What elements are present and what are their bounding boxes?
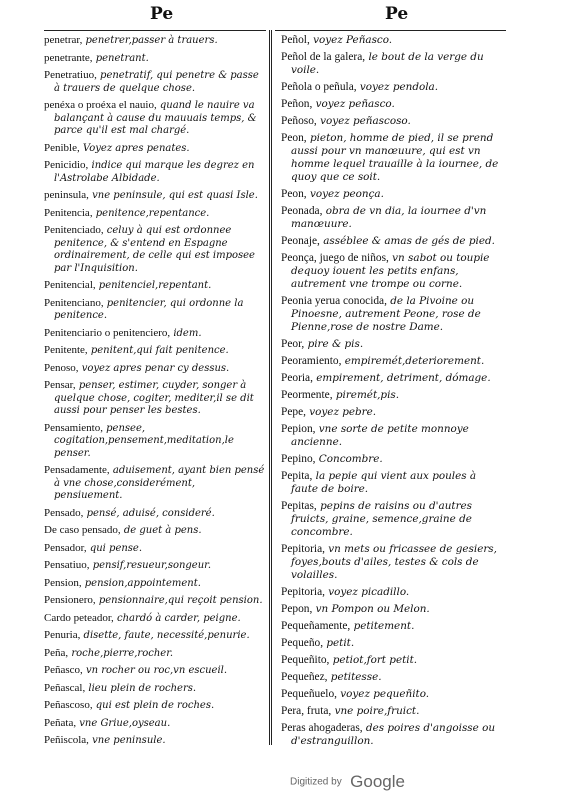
entry-definition: Concombre. <box>315 453 383 465</box>
entry-definition: des poires d'angoisse ou d'estranguillon. <box>291 722 496 747</box>
entry-headword: Pera, fruta, <box>281 705 332 717</box>
entry-headword: Peonaje, <box>281 235 320 247</box>
dictionary-entry <box>281 637 506 650</box>
entry-headword: Penitenciano, <box>44 296 104 309</box>
entry-definition: empirement, detriment, dómage. <box>312 372 491 384</box>
entry-definition: vne sorte de petite monnoye ancienne. <box>291 423 469 448</box>
entry-headword: Peormente, <box>281 389 333 401</box>
entry-definition: voyez peñascoso. <box>316 115 411 127</box>
dictionary-entry <box>281 235 506 248</box>
entry-headword: Peñol de la galera, <box>281 51 366 63</box>
entry-headword: Peras ahogaderas, <box>281 722 363 734</box>
dictionary-entry <box>281 423 506 449</box>
entry-definition: qui pense. <box>86 542 143 554</box>
dictionary-entry <box>44 224 266 275</box>
entry-headword: Penicidio, <box>44 159 89 171</box>
entry-headword: Penible, <box>44 141 80 154</box>
entry-definition: la pepie qui vient aux poules à faute de boire. <box>291 470 477 495</box>
dictionary-entry <box>281 51 506 77</box>
entry-definition: pepins de raisins ou d'autres fruicts, graine, semence,graine de concombre. <box>291 500 473 538</box>
entry-definition: voyez picadillo. <box>324 586 410 598</box>
dictionary-entry <box>44 647 266 661</box>
entry-headword: Penuria, <box>44 629 81 641</box>
dictionary-entry <box>44 52 266 66</box>
entry-definition: penetratif, qui penetre & passe à trauers de quelque chose. <box>54 70 259 94</box>
entry-headword: Pensatiuo, <box>44 559 90 571</box>
running-head-right: Pe <box>385 4 409 24</box>
dictionary-entry <box>281 688 506 701</box>
dictionary-entry <box>281 470 506 496</box>
entry-definition: lieu plein de rochers. <box>85 682 197 694</box>
head-rule-right <box>275 30 506 31</box>
entry-headword: Peon, <box>281 188 307 200</box>
entry-headword: Peon, <box>281 132 307 144</box>
entry-definition: pieton, homme de pied, il se prend aussi pour vn manœuure, qui est vn homme lequel trauaille à la iournee, de quoy que ce soit. <box>291 132 499 183</box>
entry-definition: penetrant. <box>92 52 149 64</box>
digitized-footer <box>290 772 405 792</box>
entry-headword: Pepon, <box>281 603 313 615</box>
entry-headword: Peoria, <box>281 372 313 384</box>
entry-definition: chardó à carder, peigne. <box>113 612 241 624</box>
dictionary-entry <box>281 671 506 684</box>
entry-definition: vne peninsule, qui est quasi Isle. <box>88 190 258 201</box>
entry-headword: Pepitoria, <box>281 543 325 555</box>
entry-definition: disette, faute, necessité,penurie. <box>80 630 250 641</box>
column-divider <box>269 30 272 745</box>
dictionary-entry <box>281 389 506 402</box>
dictionary-entry <box>281 406 506 419</box>
dictionary-entry <box>44 629 266 643</box>
dictionary-entry <box>44 34 266 48</box>
entry-definition: vne poire,fruict. <box>331 705 420 717</box>
dictionary-entry <box>281 34 506 47</box>
entry-headword: Pensamiento, <box>44 421 103 434</box>
entry-headword: Pequeñamente, <box>281 620 351 632</box>
dictionary-entry <box>281 295 506 334</box>
entry-definition: penitencier, qui ordonne la penitence. <box>54 297 244 321</box>
entry-definition: le bout de la verge du voile. <box>291 51 484 76</box>
dictionary-entry <box>44 664 266 678</box>
dictionary-entry <box>44 699 266 713</box>
dictionary-entry <box>281 132 506 184</box>
dictionary-entry <box>44 142 266 156</box>
entry-definition: de guet à pens. <box>120 525 202 536</box>
entry-definition: de la Pivoine ou Pinoesne, autrement Peone, rose de Pienne,rose de nostre Dame. <box>291 295 481 333</box>
dictionary-entry <box>44 734 266 748</box>
entry-headword: Peñon, <box>281 98 313 110</box>
digitized-label: Digitized by <box>290 776 342 788</box>
entry-headword: Peñiscola, <box>44 734 89 746</box>
dictionary-entry <box>281 205 506 231</box>
entry-headword: Pensado, <box>44 506 84 519</box>
dictionary-entry <box>44 577 266 591</box>
entry-definition: voyez peonça. <box>306 188 384 200</box>
entry-definition: penetrer,passer à trauers. <box>82 35 218 46</box>
head-rule-left <box>44 30 266 31</box>
entry-headword: Peñol, <box>281 34 310 46</box>
dictionary-entry <box>44 422 266 461</box>
entry-headword: Pensionero, <box>44 594 96 606</box>
dictionary-entry <box>281 98 506 111</box>
dictionary-entry <box>44 717 266 731</box>
entry-definition: quand le nauire va balançant à cause du mauuais temps, & parce qu'il est mal chargé. <box>54 100 257 136</box>
dictionary-entry <box>44 682 266 696</box>
dictionary-entry <box>281 81 506 94</box>
dictionary-entry <box>44 207 266 221</box>
entry-definition: voyez pequeñito. <box>337 688 430 700</box>
entry-headword: Pensadamente, <box>44 464 110 476</box>
dictionary-entry <box>44 524 266 538</box>
entry-headword: Penetratiuo, <box>44 69 97 81</box>
entry-headword: Pequeño, <box>281 637 324 649</box>
entry-headword: peninsula, <box>44 189 89 201</box>
dictionary-entry <box>44 159 266 185</box>
entry-definition: vne Griue,oyseau. <box>76 717 171 729</box>
entry-definition: pire & pis. <box>304 338 364 350</box>
entry-headword: Pepe, <box>281 406 306 418</box>
entry-definition: petit. <box>323 637 355 649</box>
dictionary-entry <box>44 279 266 293</box>
entry-definition: vn sabot ou toupie dequoy iouent les petits enfans, autrement vne trompe ou corne. <box>291 252 490 290</box>
entry-definition: pensionnaire,qui reçoit pension. <box>95 595 263 606</box>
entry-headword: Penitencial, <box>44 279 96 291</box>
dictionary-entry <box>281 252 506 291</box>
dictionary-entry <box>281 188 506 201</box>
entry-definition: piremét,pis. <box>332 389 400 401</box>
entry-headword: penetrar, <box>44 34 83 46</box>
entry-headword: Peñata, <box>44 716 77 729</box>
entry-headword: Pequeñito, <box>281 654 330 666</box>
entry-headword: Pepita, <box>281 470 313 482</box>
entry-headword: Pension, <box>44 576 82 589</box>
entry-definition: obra de vn dia, la iournee d'vn manœuure. <box>291 205 487 230</box>
entry-definition: penitent,qui fait penitence. <box>87 345 229 356</box>
dictionary-entry <box>281 705 506 718</box>
entry-headword: Peñascoso, <box>44 699 93 711</box>
entry-definition: asséblee & amas de gés de pied. <box>319 235 495 247</box>
entry-headword: Pensador, <box>44 541 87 554</box>
dictionary-entry <box>281 453 506 466</box>
entry-definition: pension,appointement. <box>81 577 201 589</box>
entry-headword: Pepino, <box>281 453 316 465</box>
dictionary-entry <box>281 654 506 667</box>
entry-headword: Penitenciario o penitenciero, <box>44 326 171 339</box>
entry-definition: voyez peñasco. <box>312 98 395 110</box>
entry-headword: Peonça, juego de niños, <box>281 252 389 264</box>
dictionary-entry <box>281 586 506 599</box>
running-head-left: Pe <box>150 4 174 24</box>
dictionary-entry <box>44 379 266 418</box>
entry-definition: vn mets ou fricassee de gesiers, foyes,bouts d'ailes, testes & cols de volailles. <box>291 543 497 581</box>
left-column <box>44 34 266 752</box>
entry-definition: voyez apres penar cy dessus. <box>78 362 230 374</box>
dictionary-entry <box>44 559 266 573</box>
dictionary-entry <box>44 507 266 521</box>
entry-headword: Penoso, <box>44 361 79 374</box>
dictionary-entry <box>281 355 506 368</box>
dictionary-entry <box>44 189 266 203</box>
entry-definition: pensif,resueur,songeur. <box>89 560 212 571</box>
entry-headword: Peñoso, <box>281 115 317 127</box>
entry-headword: Pequeñuelo, <box>281 688 337 700</box>
right-column <box>281 34 506 752</box>
entry-headword: Peñasco, <box>44 664 83 676</box>
entry-definition: idem. <box>170 327 202 339</box>
entry-headword: Pequeñez, <box>281 671 328 683</box>
entry-headword: Pepitas, <box>281 500 317 512</box>
entry-headword: penetrante, <box>44 51 93 64</box>
entry-headword: Peonada, <box>281 205 323 217</box>
entry-definition: voyez Peñasco. <box>309 34 393 46</box>
dictionary-entry <box>44 69 266 95</box>
entry-definition: Voyez apres penates. <box>79 142 190 154</box>
entry-headword: Cardo peteador, <box>44 611 114 624</box>
entry-headword: penéxa o proéxa el nauio, <box>44 99 157 111</box>
entry-definition: petiot,fort petit. <box>329 654 418 666</box>
entry-definition: penitence,repentance. <box>92 207 210 219</box>
entry-definition: empiremét,deteriorement. <box>341 355 485 367</box>
entry-headword: Pepitoria, <box>281 586 325 598</box>
entry-definition: petitement. <box>350 620 415 632</box>
entry-headword: Peonia yerua conocida, <box>281 295 387 307</box>
entry-definition: roche,pierre,rocher. <box>68 647 174 659</box>
entry-definition: vn rocher ou roc,vn escueil. <box>82 665 228 676</box>
google-wordmark: Google <box>350 772 405 791</box>
entry-headword: Penitencia, <box>44 206 93 219</box>
entry-headword: Peña, <box>44 646 69 659</box>
entry-definition: vn Pompon ou Melon. <box>312 603 430 615</box>
entry-definition: pensé, aduisé, consideré. <box>83 507 215 519</box>
entry-headword: Peoramiento, <box>281 355 342 367</box>
dictionary-entry <box>44 297 266 323</box>
entry-definition: vne peninsule. <box>88 735 166 746</box>
dictionary-entry <box>281 372 506 385</box>
dictionary-entry <box>44 464 266 503</box>
dictionary-entry <box>44 542 266 556</box>
entry-definition: penser, estimer, cuyder, songer à quelque chose, cogiter, mediter,il se dit aussi pour penser les bestes. <box>54 380 254 416</box>
entry-definition: pensee, cogitation,pensement,meditation,le penser. <box>54 422 234 459</box>
dictionary-entry <box>281 115 506 128</box>
entry-definition: aduisement, ayant bien pensé à vne chose,considerément, pensiuement. <box>54 465 265 501</box>
entry-headword: Pensar, <box>44 379 76 391</box>
dictionary-entry <box>44 344 266 358</box>
entry-definition: voyez pendola. <box>356 81 439 93</box>
dictionary-entry <box>281 722 506 748</box>
entry-headword: Pepion, <box>281 423 316 435</box>
dictionary-entry <box>281 500 506 539</box>
dictionary-entry <box>281 603 506 616</box>
dictionary-entry <box>44 327 266 341</box>
entry-headword: Peor, <box>281 338 305 350</box>
entry-definition: indice qui marque les degrez en l'Astrolabe Albidade. <box>54 160 255 184</box>
dictionary-entry <box>44 594 266 608</box>
entry-definition: voyez pebre. <box>306 406 377 418</box>
entry-definition: celuy à qui est ordonnee penitence, & s'entend en Espagne ordinairement, de celle qui est imposee par l'Inquisition. <box>54 225 255 274</box>
entry-headword: Peñascal, <box>44 681 86 694</box>
dictionary-entry <box>44 99 266 138</box>
entry-headword: De caso pensado, <box>44 524 121 536</box>
entry-definition: penitenciel,repentant. <box>95 280 212 291</box>
entry-headword: Penitente, <box>44 344 88 356</box>
dictionary-entry <box>281 620 506 633</box>
entry-definition: petitesse. <box>327 671 382 683</box>
dictionary-entry <box>281 338 506 351</box>
dictionary-entry <box>44 612 266 626</box>
entry-definition: qui est plein de roches. <box>92 700 215 711</box>
dictionary-entry <box>44 362 266 376</box>
entry-headword: Penitenciado, <box>44 224 104 236</box>
entry-headword: Peñola o peñula, <box>281 81 357 93</box>
dictionary-entry <box>281 543 506 582</box>
